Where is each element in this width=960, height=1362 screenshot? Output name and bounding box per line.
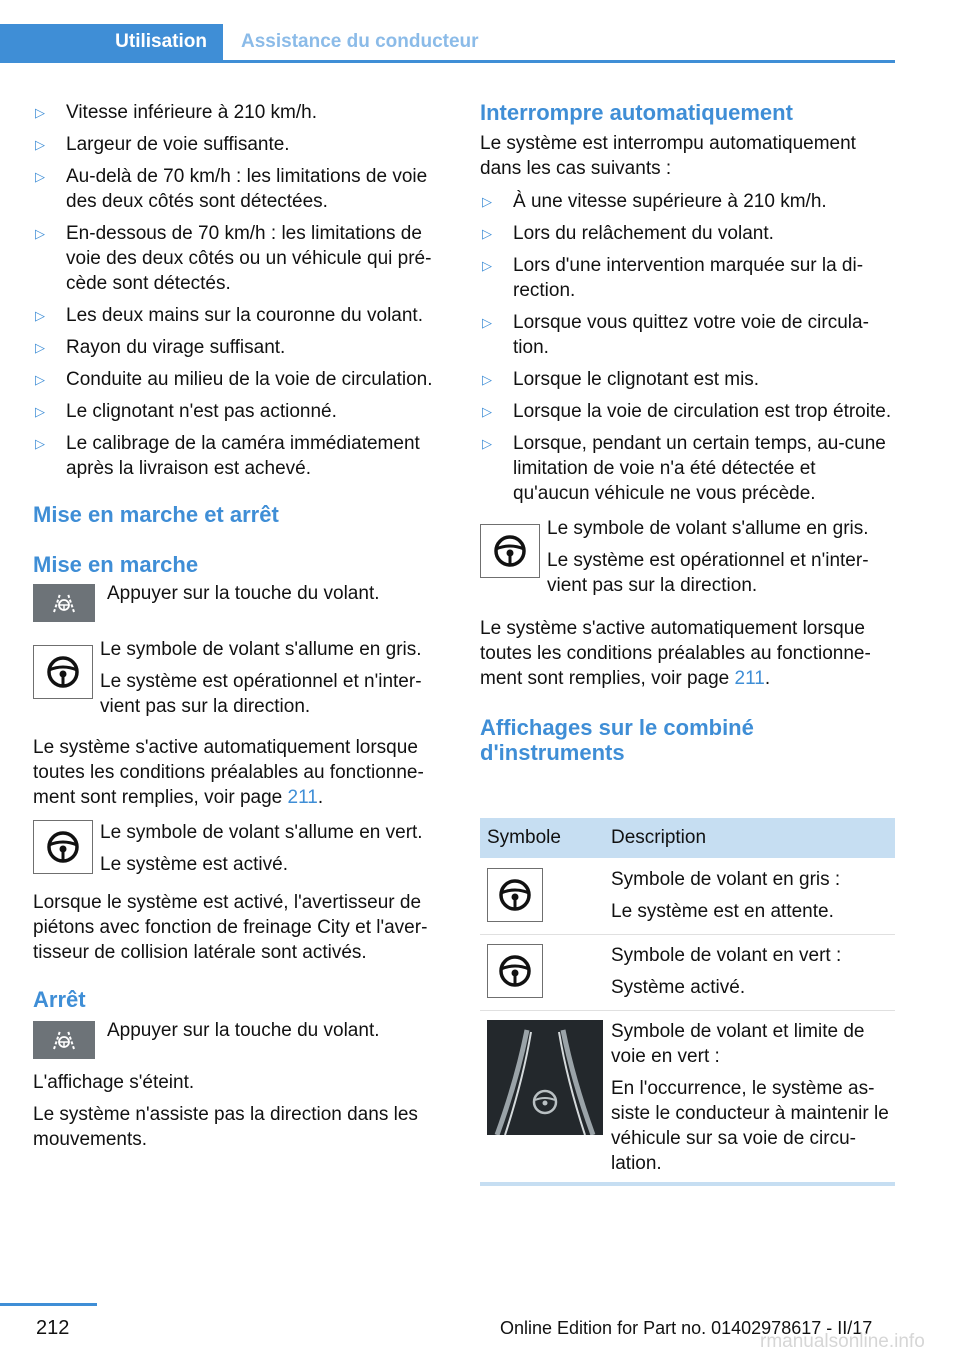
list-item: ▷ Lorsque, pendant un certain temps, au-cune limitation de voie n'a été détectée et qu'aucun véhicule ne vous précède. — [482, 433, 886, 504]
list-item: ▷ Lors du relâchement du volant. — [482, 223, 774, 244]
row-title: Symbole de volant et limite de voie en vert : — [611, 1021, 865, 1067]
table-row — [480, 858, 895, 935]
table-header — [480, 818, 895, 858]
auto-activate-paragraph: Le système s'active automatiquement lorsque toutes les conditions préalables au fonctionne-ment sont remplies, voir page 211. — [480, 618, 871, 689]
no-assist-text: Le système n'assiste pas la direction dans les mouvements. — [33, 1104, 418, 1150]
row-description: Système activé. — [611, 977, 746, 998]
watermark: rmanualsonline.info — [760, 1331, 925, 1352]
heading-off: Arrêt — [33, 987, 86, 1012]
operational-text: Le système est opérationnel et n'inter-vient pas sur la direction. — [547, 550, 869, 596]
table-row — [480, 1010, 895, 1186]
row-title: Symbole de volant en vert : — [611, 945, 842, 966]
edition-text: Online Edition for Part no. 01402978617 - II/17 — [500, 1318, 873, 1338]
triangle-bullet-icon: ▷ — [35, 436, 45, 451]
lane-assist-button-icon — [33, 1021, 95, 1059]
page-header — [0, 24, 895, 63]
symbol-green-text: Le symbole de volant s'allume en vert. — [100, 822, 423, 843]
operational-text: Le système est opérationnel et n'inter-vient pas sur la direction. — [100, 671, 422, 717]
page-link[interactable]: 211 — [287, 787, 318, 808]
triangle-bullet-icon: ▷ — [35, 169, 45, 184]
page-link[interactable]: 211 — [734, 668, 765, 689]
section-title[interactable]: Assistance du conducteur — [241, 31, 479, 52]
heading-auto-interrupt: Interrompre automatiquement — [480, 100, 793, 125]
list-item: ▷ Lors d'une intervention marquée sur la di-rection. — [482, 255, 864, 301]
list-item: ▷ Lorsque le clignotant est mis. — [482, 369, 760, 390]
triangle-bullet-icon: ▷ — [35, 372, 45, 387]
list-item: ▷ Au-delà de 70 km/h : les limitations de voie des deux côtés sont détectées. — [35, 166, 428, 212]
footer-rule — [0, 1303, 97, 1306]
auto-activate-paragraph: Le système s'active automatiquement lorsque toutes les conditions préalables au fonctionne-ment sont remplies, voir page 211. — [33, 737, 424, 808]
list-item: ▷ Les deux mains sur la couronne du volant. — [35, 305, 423, 326]
symbol-gray-text: Le symbole de volant s'allume en gris. — [547, 518, 869, 539]
steering-wheel-icon — [33, 820, 93, 874]
gray-symbol-row — [33, 637, 448, 725]
heading-on-off: Mise en marche et arrêt — [33, 502, 279, 527]
interrupt-intro: Le système est interrompu automatiquement dans les cas suivants : — [480, 133, 856, 179]
list-item: ▷ Rayon du virage suffisant. — [35, 337, 286, 358]
list-item: ▷ Lorsque vous quittez votre voie de circula-tion. — [482, 312, 869, 358]
row-description: Le système est en attente. — [611, 901, 834, 922]
triangle-bullet-icon: ▷ — [35, 404, 45, 419]
gray-symbol-row — [480, 516, 895, 608]
display-off-text: L'affichage s'éteint. — [33, 1072, 195, 1093]
triangle-bullet-icon: ▷ — [35, 137, 45, 152]
lane-assist-button-icon — [33, 584, 95, 622]
symbol-gray-text: Le symbole de volant s'allume en gris. — [100, 639, 422, 660]
right-column — [480, 100, 895, 765]
list-item: ▷ À une vitesse supérieure à 210 km/h. — [482, 191, 827, 212]
left-column — [33, 100, 448, 1152]
press-button-off-row — [33, 1018, 448, 1068]
green-symbol-row — [33, 820, 448, 884]
triangle-bullet-icon: ▷ — [482, 258, 492, 273]
triangle-bullet-icon: ▷ — [482, 404, 492, 419]
triangle-bullet-icon: ▷ — [482, 194, 492, 209]
column-header-description: Description — [611, 827, 707, 848]
heading-displays: Affichages sur le combiné d'instruments — [480, 715, 754, 765]
list-item: ▷ Vitesse inférieure à 210 km/h. — [35, 102, 318, 123]
list-item: ▷ Conduite au milieu de la voie de circulation. — [35, 369, 433, 390]
triangle-bullet-icon: ▷ — [35, 226, 45, 241]
steering-wheel-icon — [487, 868, 543, 922]
heading-on: Mise en marche — [33, 552, 199, 577]
list-item: ▷ Le calibrage de la caméra immédiatement après la livraison est achevé. — [35, 433, 420, 479]
row-title: Symbole de volant en gris : — [611, 869, 841, 890]
list-item: ▷ Le clignotant n'est pas actionné. — [35, 401, 337, 422]
triangle-bullet-icon: ▷ — [482, 315, 492, 330]
steering-wheel-icon — [33, 645, 93, 699]
list-item: ▷ En-dessous de 70 km/h : les limitations de voie des deux côtés ou un véhicule qui pré-cède sont détectés. — [35, 223, 432, 294]
steering-wheel-icon — [487, 944, 543, 998]
warning-paragraph: Lorsque le système est activé, l'avertisseur de piétons avec fonction de freinage City et l'aver-tisseur de collision latérale sont activés. — [33, 892, 428, 963]
steering-wheel-icon — [480, 524, 540, 578]
activated-text: Le système est activé. — [100, 854, 288, 875]
press-button-text: Appuyer sur la touche du volant. — [107, 583, 380, 604]
list-item: ▷ Lorsque la voie de circulation est trop étroite. — [482, 401, 892, 422]
lane-display-icon — [487, 1020, 603, 1135]
press-button-row — [33, 581, 448, 631]
list-item: ▷ Largeur de voie suffisante. — [35, 134, 290, 155]
triangle-bullet-icon: ▷ — [482, 436, 492, 451]
chapter-tab[interactable]: Utilisation — [0, 24, 223, 60]
page-number: 212 — [36, 1317, 70, 1339]
row-description: En l'occurrence, le système as-siste le conducteur à maintenir le véhicule sur sa voie de circu-lation. — [611, 1078, 889, 1174]
triangle-bullet-icon: ▷ — [482, 372, 492, 387]
press-button-off-text: Appuyer sur la touche du volant. — [107, 1020, 380, 1041]
interrupt-case-list — [480, 189, 895, 506]
triangle-bullet-icon: ▷ — [35, 308, 45, 323]
triangle-bullet-icon: ▷ — [482, 226, 492, 241]
triangle-bullet-icon: ▷ — [35, 340, 45, 355]
condition-list — [33, 100, 448, 481]
column-header-symbol: Symbole — [487, 827, 561, 848]
table-row — [480, 934, 895, 1011]
triangle-bullet-icon: ▷ — [35, 105, 45, 120]
